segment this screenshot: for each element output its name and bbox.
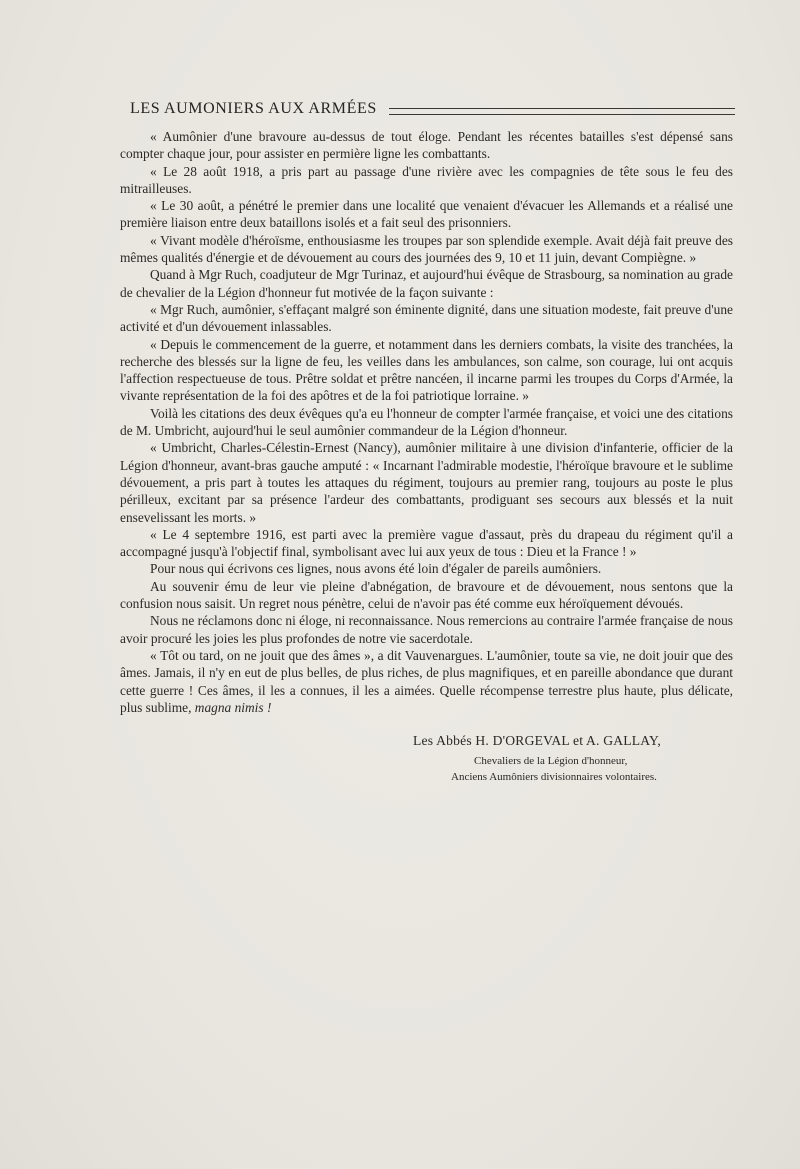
- header-title: LES AUMONIERS AUX ARMÉES: [130, 100, 377, 117]
- running-header: [130, 98, 735, 120]
- signature-names: Les Abbés H. D'ORGEVAL et A. GALLAY,: [413, 733, 661, 748]
- paragraph: Pour nous qui écrivons ces lignes, nous avons été loin d'égaler de pareils aumôniers.: [150, 561, 602, 577]
- paragraph: Au souvenir ému de leur vie pleine d'abnégation, de bravoure et de dévouement, nous sentons que la confusion nous saisit. Un regret nous pénètre, celui de n'avoir pas été comme eux héroïquement dévoués.: [120, 578, 733, 612]
- paragraph: « Le 28 août 1918, a pris part au passage d'une rivière avec les compagnies de tête sous le feu des mitrailleuses.: [120, 163, 733, 196]
- paragraph: « Vivant modèle d'héroïsme, enthousiasme les troupes par son splendide exemple. Avait déjà fait preuve des mêmes qualités d'énergie et de dévouement au cours des journées des 9, 10 et 11 juin, devant Compiègne. »: [120, 232, 733, 266]
- header-double-rule: [389, 108, 735, 115]
- paragraph: « Umbricht, Charles-Célestin-Ernest (Nancy), aumônier militaire à une division d'infanterie, officier de la Légion d'honneur, avant-bras gauche amputé : « Incarnant l'admirable modestie, l'héroïque bravoure et le sublime dévouement, a pris part à toutes les attaques du régiment, toujours au premier rang, toujours au poste le plus périlleux, excitant par sa présence l'ardeur des combattants, prodiguant ses secours aux blessés et la nuit ensevelissant les morts. »: [120, 440, 733, 525]
- paragraph: « Depuis le commencement de la guerre, et notamment dans les derniers combats, la visite des tranchées, la recherche des blessés sur la ligne de feu, les veilles dans les ambulances, son calme, son courage, lui ont acquis l'affection respectueuse de tous. Prêtre soldat et prêtre nancéen, il incarne parmi les troupes du Corps d'Armée, la vivante représentation de la foi des apôtres et de la foi patriotique lorraine. »: [120, 336, 733, 404]
- signature-title-line: Anciens Aumôniers divisionnaires volontaires.: [451, 771, 657, 783]
- paragraph: « Aumônier d'une bravoure au-dessus de tout éloge. Pendant les récentes batailles s'est dépensé sans compter chaque jour, pour assister en permière ligne les combattants.: [120, 129, 733, 162]
- body-text: [120, 128, 733, 716]
- paragraph: « Le 30 août, a pénétré le premier dans une localité que venaient d'évacuer les Allemands et a réalisé une première liaison entre deux bataillons isolés et a fait seul des prisonniers.: [120, 198, 733, 231]
- paragraph: Nous ne réclamons donc ni éloge, ni reconnaissance. Nous remercions au contraire l'armée française de nous avoir procuré les joies les plus profondes de notre vie sacerdotale.: [120, 613, 733, 646]
- paragraph: « Mgr Ruch, aumônier, s'effaçant malgré son éminente dignité, dans une situation modeste, fait preuve d'une activité et d'un dévouement inlassables.: [120, 301, 733, 335]
- latin-emphasis: magna nimis !: [194, 699, 272, 715]
- paragraph: Voilà les citations des deux évêques qu'a eu l'honneur de compter l'armée française, et voici une des citations de M. Umbricht, aujourd'hui le seul aumônier commandeur de la Légion d'honneur.: [120, 405, 733, 439]
- closing-paragraph: [120, 647, 733, 716]
- signature-title-line: Chevaliers de la Légion d'honneur,: [474, 755, 628, 767]
- paragraph: Quand à Mgr Ruch, coadjuteur de Mgr Turinaz, et aujourd'hui évêque de Strasbourg, sa nomination au grade de chevalier de la Légion d'honneur fut motivée de la façon suivante :: [120, 267, 733, 300]
- closing-text: « Tôt ou tard, on ne jouit que des âmes », a dit Vauvenargues. L'aumônier, toute sa vie, ne doit jouir que des âmes. Jamais, il n'y en eut de plus belles, de plus riches, de plus magnifiques, et en pareille abondance que durant cette guerre ! Ces âmes, il les a connues, il les a aimées. Quelle récompense terrestre plus haute, plus délicate, plus sublime,: [120, 647, 733, 715]
- signature-block: [413, 733, 743, 783]
- paragraph: « Le 4 septembre 1916, est parti avec la première vague d'assaut, près du drapeau du régiment qu'il a accompagné jusqu'à l'objectif final, symbolisant avec lui aux yeux de tous : Dieu et la France ! »: [120, 526, 733, 560]
